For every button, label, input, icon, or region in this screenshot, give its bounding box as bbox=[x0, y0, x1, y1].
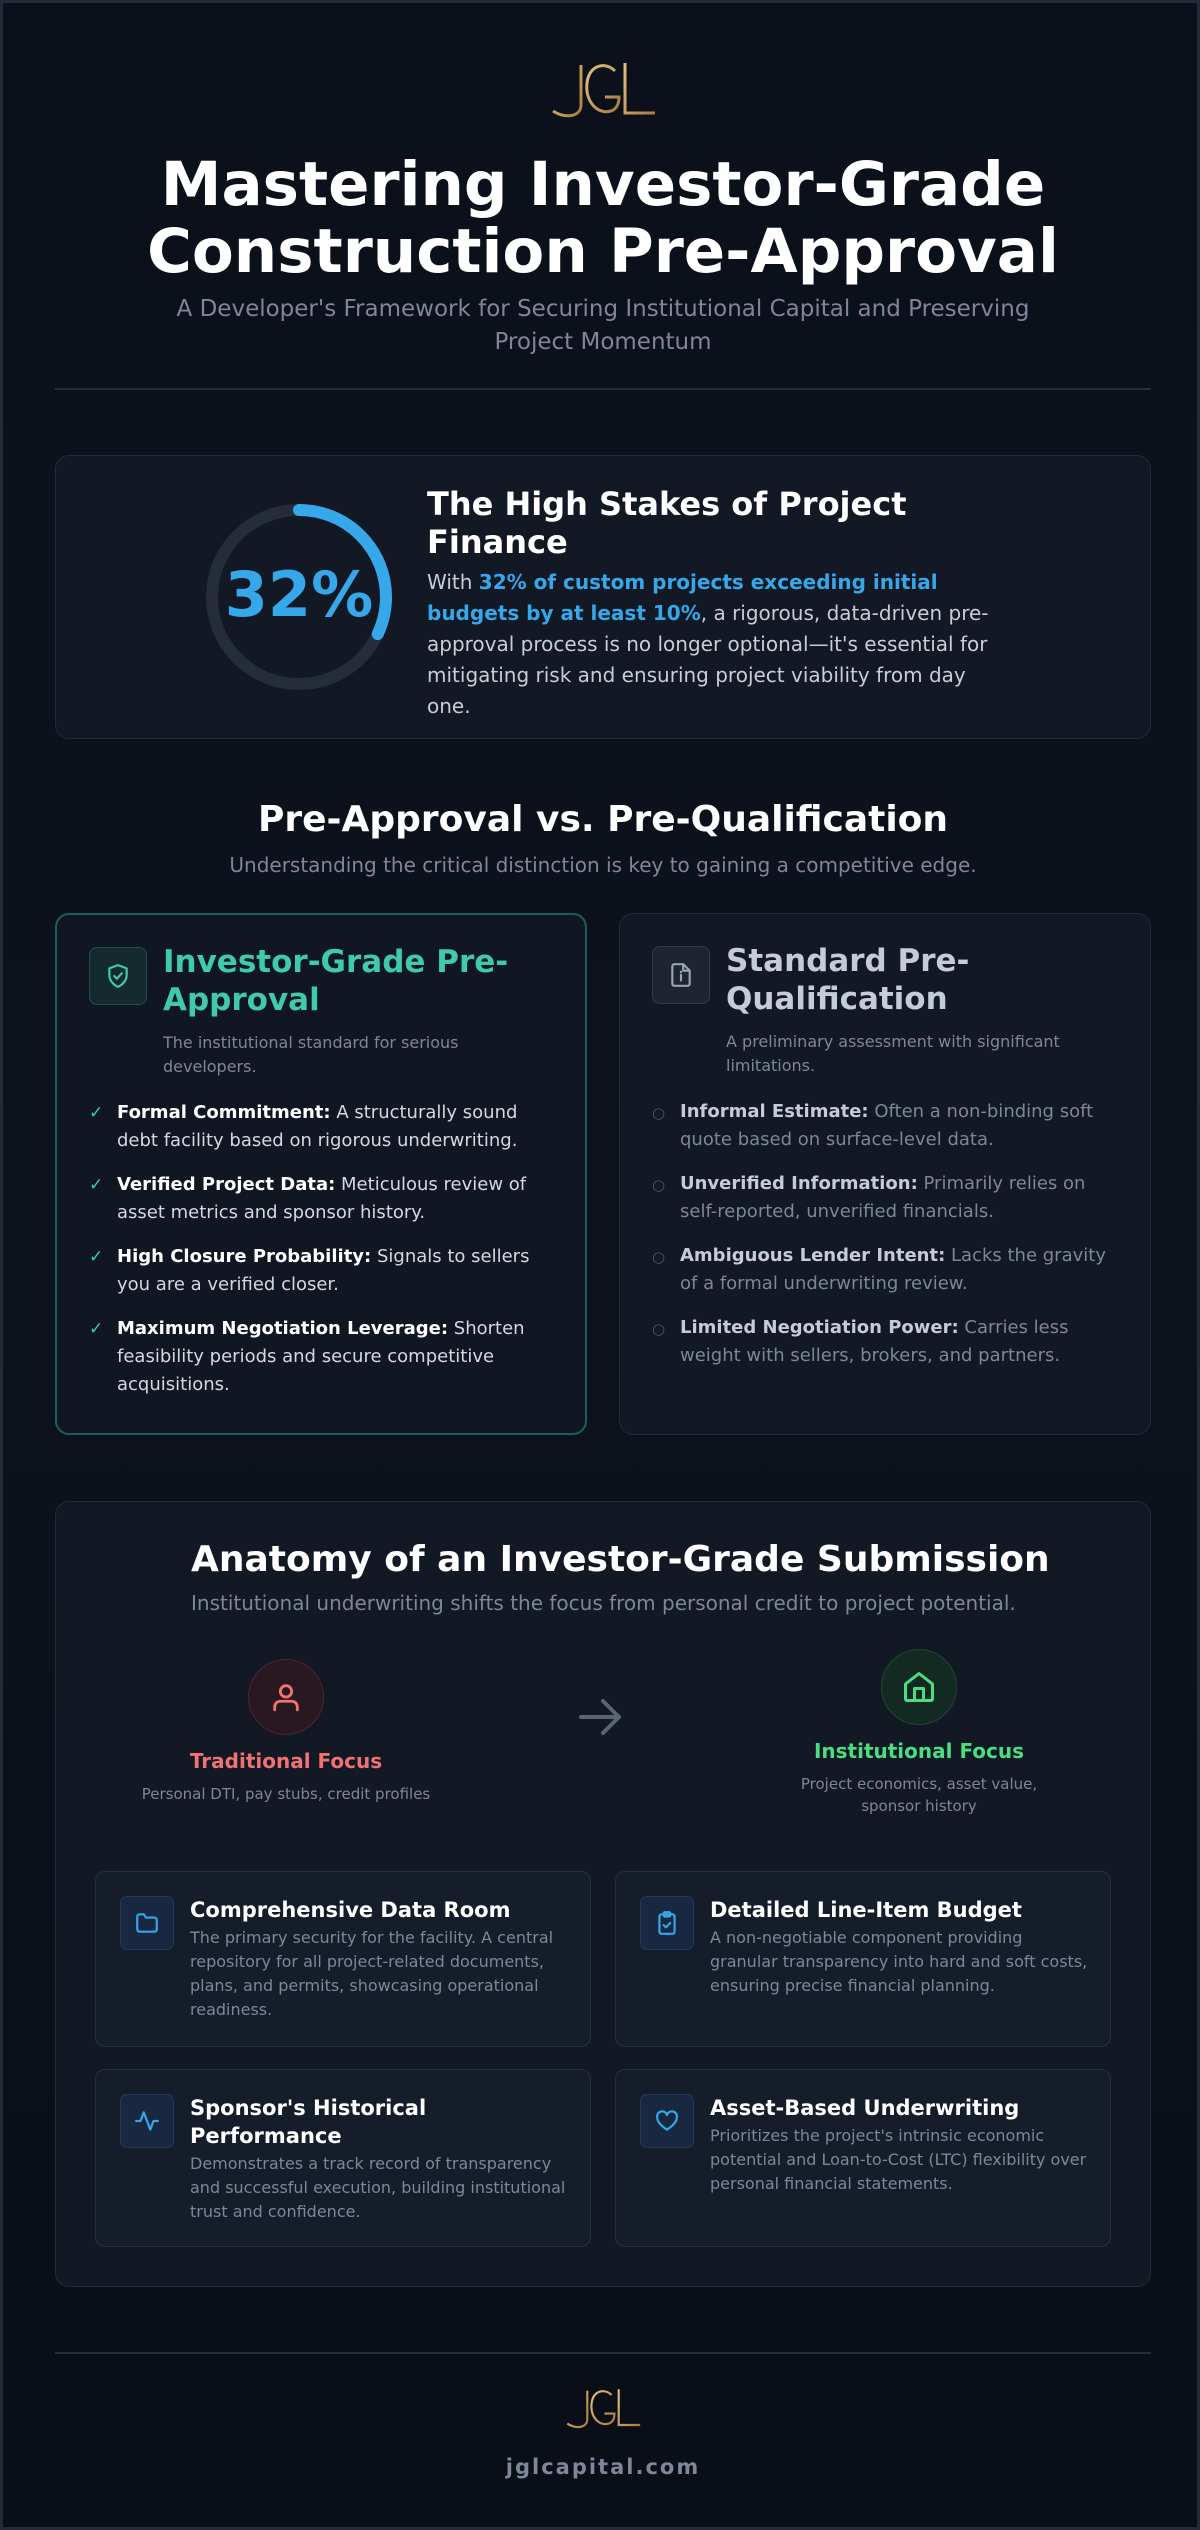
feature-card-data-room bbox=[95, 1871, 591, 2047]
arrow-right-icon bbox=[575, 1693, 627, 1741]
circle-icon: ○ bbox=[652, 1248, 666, 1266]
feature-title: Comprehensive Data Room bbox=[190, 1898, 511, 1922]
feature-desc: The primary security for the facility. A central repository for all project-related documents, plans, and permits, showcasing operational readiness. bbox=[190, 1928, 554, 2019]
institutional-focus-title: Institutional Focus bbox=[813, 1739, 1025, 1763]
clipboard-check-icon bbox=[654, 1910, 680, 1936]
preapproval-list bbox=[89, 1099, 559, 1415]
list-item: ○ Ambiguous Lender Intent: Lacks the gravity of a formal underwriting review. bbox=[652, 1245, 1106, 1294]
traditional-focus-desc: Personal DTI, pay stubs, credit profiles bbox=[141, 1785, 431, 1803]
traditional-focus-badge bbox=[248, 1659, 324, 1735]
footer-divider bbox=[55, 2352, 1151, 2354]
folder-icon bbox=[134, 1910, 160, 1936]
preapproval-title: Investor-Grade Pre-Approval bbox=[163, 944, 509, 1018]
feature-card-underwriting bbox=[615, 2069, 1111, 2247]
feature-desc: Prioritizes the project's intrinsic economic potential and Loan-to-Cost (LTC) flexibility over personal financial statements. bbox=[710, 2126, 1087, 2193]
institutional-focus-desc: Project economics, asset value, sponsor history bbox=[800, 1775, 1038, 1815]
home-icon bbox=[901, 1669, 937, 1705]
activity-icon bbox=[134, 2108, 160, 2134]
feature-desc: A non-negotiable component providing granular transparency into hard and soft costs, ensuring precise financial planning. bbox=[710, 1928, 1088, 1995]
check-icon: ✓ bbox=[89, 1319, 104, 1339]
feature-desc: Demonstrates a track record of transparency and successful execution, building institutional trust and confidence. bbox=[190, 2154, 566, 2221]
prequalification-card bbox=[619, 913, 1151, 1435]
list-item: ✓ Verified Project Data: Meticulous review of asset metrics and sponsor history. bbox=[89, 1171, 559, 1227]
page-title: Mastering Investor-Grade Construction Pre-Approval bbox=[147, 149, 1059, 287]
circle-icon: ○ bbox=[652, 1176, 666, 1194]
jgl-footer-logo bbox=[559, 2385, 647, 2435]
footer-website-link[interactable]: jglcapital.com bbox=[505, 2455, 701, 2479]
jgl-logo bbox=[543, 57, 663, 127]
comparison-title: Pre-Approval vs. Pre-Qualification bbox=[257, 799, 949, 840]
feature-title: Asset-Based Underwriting bbox=[710, 2096, 1020, 2120]
prequalification-desc: A preliminary assessment with significant limitations. bbox=[726, 1032, 1060, 1075]
stat-value: 32% bbox=[224, 558, 374, 631]
stakes-title: The High Stakes of Project Finance bbox=[427, 485, 907, 561]
feature-title: Detailed Line-Item Budget bbox=[710, 1898, 1022, 1922]
list-item: ○ Limited Negotiation Power: Carries less weight with sellers, brokers, and partners. bbox=[652, 1317, 1069, 1366]
shield-check-icon bbox=[105, 963, 131, 989]
comparison-subtitle: Understanding the critical distinction is key to gaining a competitive edge. bbox=[229, 853, 977, 877]
anatomy-title: Anatomy of an Investor-Grade Submission bbox=[191, 1539, 1050, 1580]
check-icon: ✓ bbox=[89, 1175, 104, 1195]
user-icon bbox=[269, 1680, 303, 1714]
feature-card-sponsor bbox=[95, 2069, 591, 2247]
header-divider bbox=[55, 388, 1151, 390]
list-item: ✓ High Closure Probability: Signals to sellers you are a verified closer. bbox=[89, 1243, 559, 1299]
prequalification-list bbox=[652, 1098, 1122, 1386]
check-icon: ✓ bbox=[89, 1247, 104, 1267]
check-icon: ✓ bbox=[89, 1103, 104, 1123]
circle-icon: ○ bbox=[652, 1104, 666, 1122]
prequalification-title: Standard Pre-Qualification bbox=[726, 943, 970, 1017]
stakes-body: With 32% of custom projects exceeding initial budgets by at least 10%, a rigorous, data-driven pre-approval process is no longer optional—it's essential for mitigating risk and ensuring project viability from day one. bbox=[427, 570, 989, 718]
list-item: ○ Informal Estimate: Often a non-binding soft quote based on surface-level data. bbox=[652, 1101, 1094, 1150]
institutional-focus-badge bbox=[881, 1649, 957, 1725]
list-item: ○ Unverified Information: Primarily relies on self-reported, unverified financials. bbox=[652, 1173, 1086, 1222]
traditional-focus-title: Traditional Focus bbox=[189, 1749, 383, 1773]
circle-icon: ○ bbox=[652, 1320, 666, 1338]
page-subtitle: A Developer's Framework for Securing Institutional Capital and Preserving Project Momentum bbox=[176, 296, 1030, 355]
list-item: ✓ Formal Commitment: A structurally sound debt facility based on rigorous underwriting. bbox=[89, 1099, 559, 1155]
list-item: ✓ Maximum Negotiation Leverage: Shorten feasibility periods and secure competitive acquisitions. bbox=[89, 1315, 559, 1399]
preapproval-desc: The institutional standard for serious developers. bbox=[163, 1033, 459, 1076]
stakes-highlight: 32% of custom projects exceeding initial budgets by at least 10% bbox=[427, 570, 938, 625]
heart-icon bbox=[654, 2108, 680, 2134]
preapproval-card bbox=[55, 913, 587, 1435]
anatomy-subtitle: Institutional underwriting shifts the focus from personal credit to project potential. bbox=[191, 1591, 1016, 1615]
feature-card-budget bbox=[615, 1871, 1111, 2047]
feature-title: Sponsor's Historical Performance bbox=[190, 2096, 427, 2148]
document-info-icon bbox=[668, 962, 694, 988]
